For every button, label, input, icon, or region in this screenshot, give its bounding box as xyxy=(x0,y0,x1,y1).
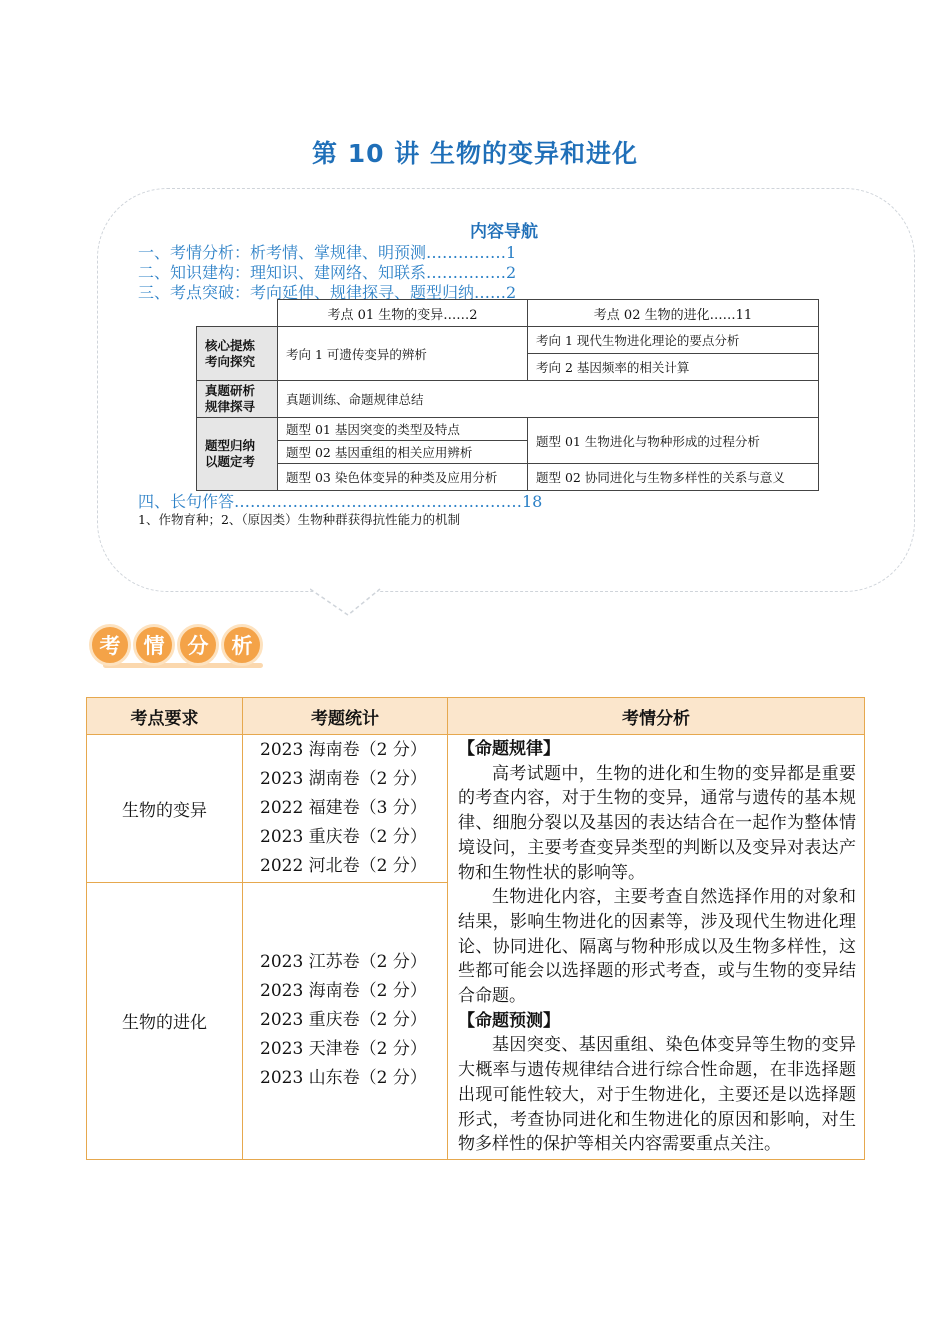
col-header-requirement: 考点要求 xyxy=(87,698,243,735)
nav-cell[interactable]: 考向 1 现代生物进化理论的要点分析 xyxy=(527,327,818,354)
nav-line-3[interactable]: 三、考点突破：考向延伸、规律探寻、题型归纳……2 xyxy=(138,283,517,302)
col-header-statistics: 考题统计 xyxy=(243,698,448,735)
nav-line-4[interactable]: 四、长句作答………………………………………………18 xyxy=(138,492,543,511)
badge-char: 分 xyxy=(177,624,219,666)
page-title: 第 10 讲 生物的变异和进化 xyxy=(312,139,638,168)
nav-row-label-exam: 真题研析 规律探寻 xyxy=(197,381,278,418)
badge-char: 析 xyxy=(221,624,263,666)
analysis-heading-forecast: 【命题预测】 xyxy=(458,1010,560,1031)
nav-col-variation[interactable]: 考点 01 生物的变异……2 xyxy=(278,300,528,327)
nav-heading: 内容导航 xyxy=(470,222,538,242)
nav-cell[interactable]: 题型 02 协同进化与生物多样性的关系与意义 xyxy=(527,464,818,491)
requirement-variation: 生物的变异 xyxy=(87,735,243,883)
col-header-analysis: 考情分析 xyxy=(448,698,865,735)
stat-item: 2023 海南卷（2 分） xyxy=(260,740,427,760)
nav-row-label-types: 题型归纳 以题定考 xyxy=(197,418,278,491)
badge-char: 考 xyxy=(89,624,131,666)
stats-variation xyxy=(243,735,448,883)
stat-item: 2022 河北卷（2 分） xyxy=(260,856,427,876)
stat-item: 2023 山东卷（2 分） xyxy=(260,1068,427,1089)
analysis-paragraph: 生物进化内容，主要考查自然选择作用的对象和结果，影响生物进化的因素等，涉及现代生物进化理论、协同进化、隔离与物种形成以及生物多样性，这些都可能会以选择题的形式考查，或与生物的变异结合命题。 xyxy=(458,887,856,1007)
nav-table xyxy=(196,299,819,491)
nav-cell[interactable]: 真题训练、命题规律总结 xyxy=(278,381,819,418)
stat-item: 2023 天津卷（2 分） xyxy=(260,1039,427,1060)
analysis-paragraph: 高考试题中，生物的进化和生物的变异都是重要的考查内容，对于生物的变异，通常与遗传的基本规律、细胞分裂以及基因的表达结合在一起作为整体情境设问，主要考查变异类型的判断以及变异对表达产物和生物性状的影响等。 xyxy=(458,763,856,883)
stat-item: 2023 海南卷（2 分） xyxy=(260,981,427,1002)
stat-item: 2023 重庆卷（2 分） xyxy=(260,827,427,847)
stat-item: 2023 湖南卷（2 分） xyxy=(260,769,427,789)
stats-evolution xyxy=(243,883,448,1160)
nav-cell[interactable]: 考向 2 基因频率的相关计算 xyxy=(527,354,818,381)
nav-cell[interactable]: 考向 1 可遗传变异的辨析 xyxy=(278,327,528,381)
nav-cell[interactable]: 题型 01 生物进化与物种形成的过程分析 xyxy=(527,418,818,464)
analysis-heading-rule: 【命题规律】 xyxy=(458,739,560,759)
stat-item: 2022 福建卷（3 分） xyxy=(260,798,427,818)
analysis-table xyxy=(86,697,865,1160)
nav-cell[interactable]: 题型 01 基因突变的类型及特点 xyxy=(278,418,528,441)
nav-cell[interactable]: 题型 03 染色体变异的种类及应用分析 xyxy=(278,464,528,491)
nav-cell[interactable]: 题型 02 基因重组的相关应用辨析 xyxy=(278,441,528,464)
stat-item: 2023 重庆卷（2 分） xyxy=(260,1010,427,1031)
analysis-text xyxy=(448,735,865,1160)
nav-note: 1、作物育种；2、（原因类）生物种群获得抗性能力的机制 xyxy=(138,512,461,527)
analysis-paragraph: 基因突变、基因重组、染色体变异等生物的变异大概率与遗传规律结合进行综合性命题，在非选择题出现可能性较大，对于生物进化，主要还是以选择题形式，考查协同进化和生物进化的原因和影响，对生物多样性的保护等相关内容需要重点关注。 xyxy=(458,1035,856,1155)
nav-row-label-core: 核心提炼 考向探究 xyxy=(197,327,278,381)
nav-line-2[interactable]: 二、知识建构：理知识、建网络、知联系……………2 xyxy=(138,263,517,282)
badge-char: 情 xyxy=(133,624,175,666)
stat-item: 2023 江苏卷（2 分） xyxy=(260,952,427,973)
requirement-evolution: 生物的进化 xyxy=(87,883,243,1160)
nav-line-1[interactable]: 一、考情分析：析考情、掌规律、明预测……………1 xyxy=(138,243,517,262)
nav-col-evolution[interactable]: 考点 02 生物的进化……11 xyxy=(527,300,818,327)
